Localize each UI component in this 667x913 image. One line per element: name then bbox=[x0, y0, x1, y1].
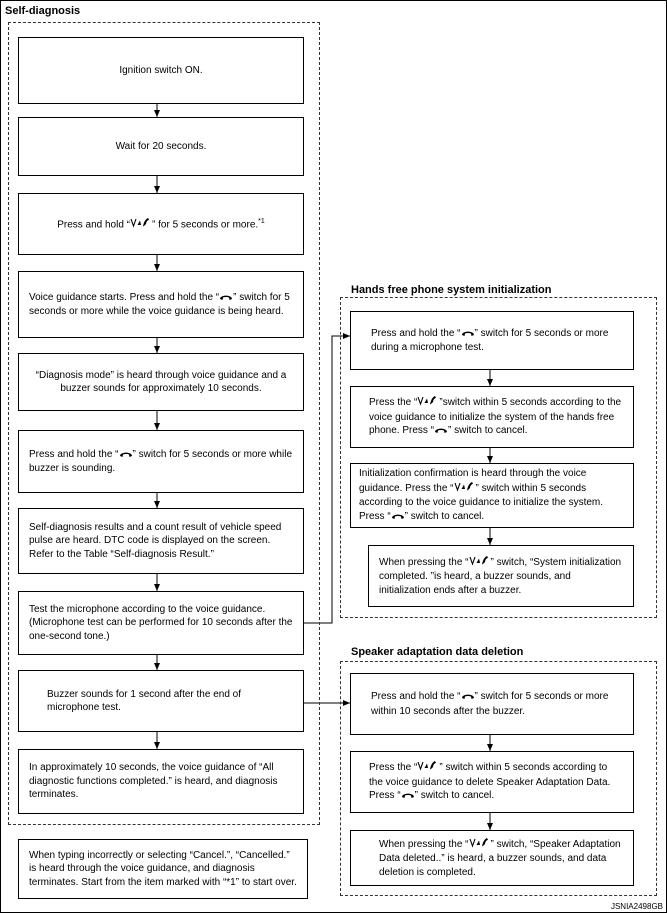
step-wait bbox=[18, 117, 304, 176]
delete-step-completed bbox=[350, 830, 634, 886]
step-text: Press the “ ” switch within 5 seconds according to the voice guidance to delete Speaker Adaptation Data. Press “ ” switch to cancel. bbox=[369, 760, 623, 804]
step-ignition-on bbox=[18, 37, 304, 104]
voice-phone-icon bbox=[469, 555, 491, 571]
cancel-note bbox=[18, 839, 308, 899]
section-title-self-diagnosis: Self-diagnosis bbox=[5, 5, 81, 17]
step-text: When pressing the “ ” switch, “Speaker Adaptation Data deleted..” is heard, a buzzer sounds, and data deletion is completed. bbox=[379, 838, 621, 878]
init-step-completed bbox=[368, 545, 634, 607]
delete-step-press bbox=[350, 751, 634, 813]
end-call-icon bbox=[119, 449, 133, 463]
voice-phone-icon bbox=[417, 760, 439, 776]
end-call-icon bbox=[461, 328, 475, 342]
step-text: When pressing the “ ” switch, “System initialization completed. ”is heard, a buzzer sounds, and initialization ends after a buzzer. bbox=[379, 556, 622, 596]
step-text: Press and hold the “ ” switch for 5 seconds or more during a microphone test. bbox=[371, 327, 609, 353]
end-call-icon bbox=[401, 790, 415, 804]
step-text: Press and hold the “ ” switch for 5 seconds or more while buzzer is sounding. bbox=[29, 448, 293, 474]
step-text: Press and hold the “ ” switch for 5 seconds or more within 10 seconds after the buzzer. bbox=[371, 691, 609, 717]
voice-phone-icon bbox=[130, 217, 152, 233]
section-title-speaker-deletion: Speaker adaptation data deletion bbox=[351, 646, 524, 658]
note-text: When typing incorrectly or selecting “Cancel.”, “Cancelled.” is heard through the voice guidance, and diagnosis terminates. Start from the item marked with “*1” to start over. bbox=[29, 849, 297, 888]
step-text: Press and hold “ ” for 5 seconds or more.$^{*1}$ bbox=[57, 215, 265, 233]
end-call-icon bbox=[219, 292, 233, 306]
step-text: Press the “ ”switch within 5 seconds according to the voice guidance to initialize the system of the hands free phone. Press “ ” switch to cancel. bbox=[369, 395, 623, 439]
section-title-initialization: Hands free phone system initialization bbox=[351, 284, 552, 296]
figure-id: JSNIA2498GB bbox=[610, 902, 663, 911]
step-press-hangup bbox=[18, 430, 304, 493]
step-press-talk bbox=[18, 193, 304, 255]
step-text: Buzzer sounds for 1 second after the end of microphone test. bbox=[47, 688, 242, 713]
step-text: In approximately 10 seconds, the voice guidance of “All diagnostic functions completed.” is heard, and diagnosis terminates. bbox=[29, 762, 278, 801]
init-step-hold bbox=[350, 311, 634, 370]
voice-phone-icon bbox=[454, 481, 476, 497]
voice-phone-icon bbox=[417, 395, 439, 411]
voice-phone-icon bbox=[469, 837, 491, 853]
step-text: Self-diagnosis results and a count result of vehicle speed pulse are heard. DTC code is displayed on the screen. Refer to the Table “Self-diagnosis Result.” bbox=[29, 521, 282, 560]
step-text: Wait for 20 seconds. bbox=[115, 140, 207, 152]
end-call-icon bbox=[461, 691, 475, 705]
end-call-icon bbox=[434, 425, 448, 439]
step-diagnosis-results bbox=[18, 508, 304, 574]
step-diagnosis-mode bbox=[18, 353, 304, 411]
step-text: Test the microphone according to the voice guidance. (Microphone test can be performed for 10 seconds after the one-second tone.) bbox=[29, 603, 293, 642]
step-microphone-test bbox=[18, 591, 304, 655]
step-text: Ignition switch ON. bbox=[119, 64, 203, 76]
init-step-press bbox=[350, 386, 634, 448]
init-step-confirm bbox=[350, 463, 634, 528]
end-call-icon bbox=[391, 511, 405, 525]
restart-mark: *1 bbox=[258, 218, 265, 226]
step-buzzer bbox=[18, 670, 304, 732]
step-completed bbox=[18, 749, 304, 814]
step-text: “Diagnosis mode” is heard through voice guidance and a buzzer sounds for approximately 10 seconds. bbox=[35, 369, 287, 394]
step-voice-guidance bbox=[18, 271, 304, 338]
delete-step-hold bbox=[350, 673, 634, 735]
step-text: Initialization confirmation is heard through the voice guidance. Press the “ ” switch within 5 seconds according to the voice guidance to initialize the system. Press “ ” switch to cancel. bbox=[359, 467, 623, 524]
step-text: Voice guidance starts. Press and hold the “ ” switch for 5 seconds or more while the voice guidance is being heard. bbox=[29, 291, 290, 317]
